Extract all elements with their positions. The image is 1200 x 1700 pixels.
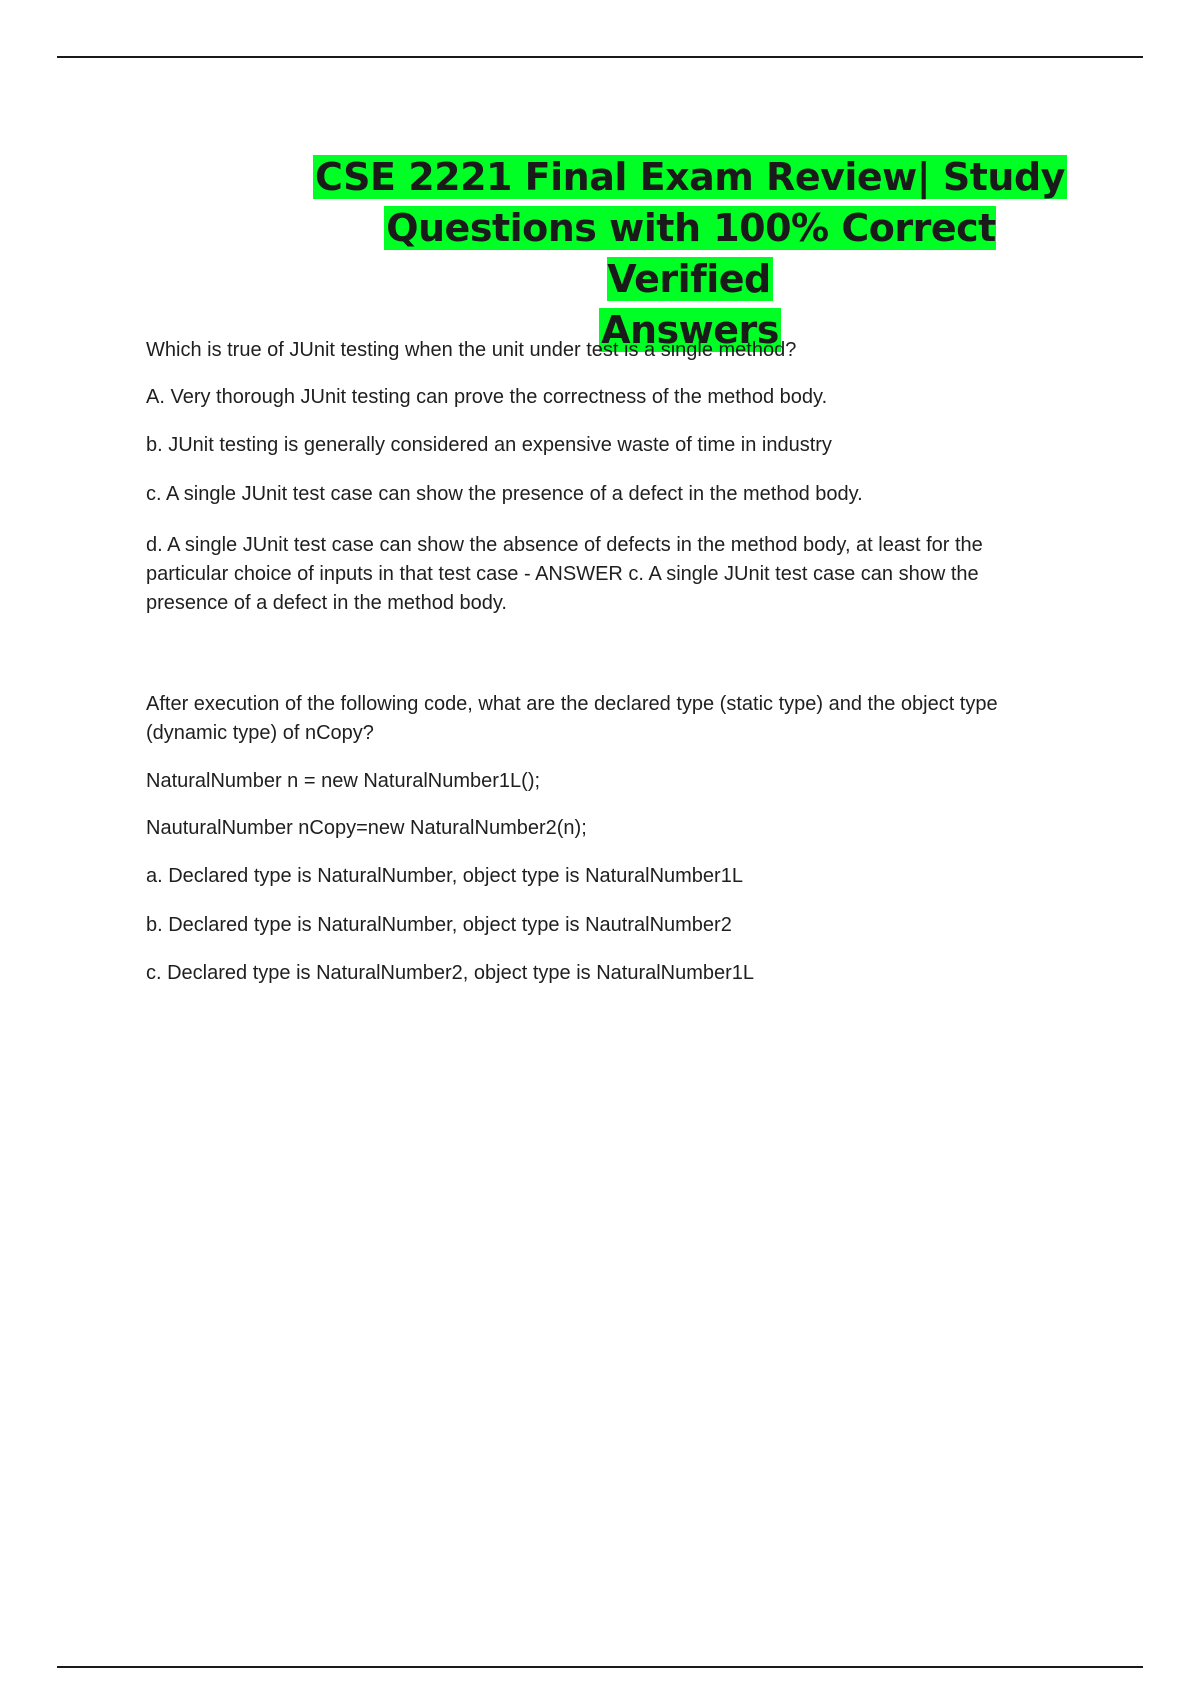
question-2-prompt: After execution of the following code, what are the declared type (static type) and the object type (dynamic type) of nCopy? [146, 693, 998, 744]
question-1-option-c: c. A single JUnit test case can show the presence of a defect in the method body. [146, 483, 863, 505]
question-2-option-a: a. Declared type is NaturalNumber, object type is NaturalNumber1L [146, 865, 743, 887]
code-line-1: NaturalNumber n = new NaturalNumber1L(); [146, 770, 541, 792]
question-1-option-b: b. JUnit testing is generally considered an expensive waste of time in industry [146, 434, 832, 456]
question-1-prompt: Which is true of JUnit testing when the unit under test is a single method? [146, 339, 797, 361]
question-1-option-a: A. Very thorough JUnit testing can prove the correctness of the method body. [146, 386, 828, 408]
document-title [310, 152, 1070, 356]
footer-rule [57, 1666, 1143, 1668]
question-1-option-d-answer: d. A single JUnit test case can show the absence of defects in the method body, at least for the particular choice of inputs in that test case - ANSWER c. A single JUnit test case can show the presence of a defect in the method body. [146, 534, 983, 614]
title-line-2: Questions with 100% Correct Verified [386, 206, 996, 301]
question-2-option-b: b. Declared type is NaturalNumber, object type is NautralNumber2 [146, 914, 732, 936]
title-line-3: Answers [601, 308, 779, 352]
title-line-1: CSE 2221 Final Exam Review| Study [315, 155, 1065, 199]
header-rule [57, 56, 1143, 58]
code-line-2: NauturalNumber nCopy=new NaturalNumber2(n); [146, 817, 587, 839]
question-2-option-c: c. Declared type is NaturalNumber2, object type is NaturalNumber1L [146, 962, 755, 984]
